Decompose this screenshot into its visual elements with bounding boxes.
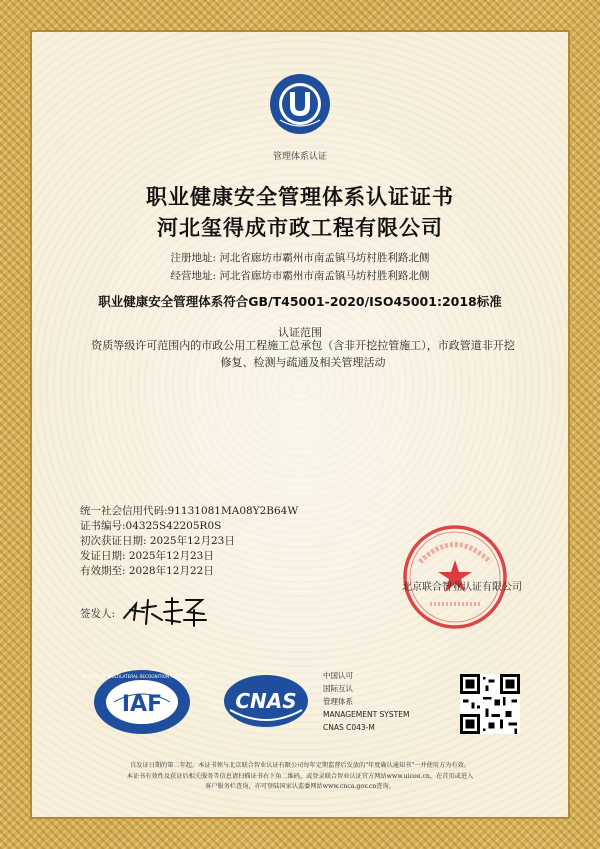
business-address-value: 河北省廊坊市霸州市南孟镇马坊村胜利路北侧 <box>219 270 430 282</box>
cnas-line: 中国认可 <box>323 671 353 680</box>
cnas-line: 管理体系 <box>323 697 353 706</box>
footer-line: 本证书有效性及获证后相关服务等信息请扫描证书右下角二维码，或登录联合智业认证官方网站www.uicee.cn，在首页或进入 <box>126 772 474 780</box>
iaf-label: IAF <box>121 692 163 717</box>
business-address-label: 经营地址: <box>170 270 217 282</box>
footer-line: 自发证日期的第二年起，本证书须与北京联合智业认证有限公司每年定期监督后发放的"年度确认通知书"一并使用方为有效。 <box>130 762 470 769</box>
credit-code: 统一社会信用代码:91131081MA08Y2B64W <box>80 505 299 517</box>
cnas-logo-icon <box>222 672 310 730</box>
certificate-number: 证书编号:04325S42205R0S <box>80 520 222 532</box>
iaf-logo-icon <box>81 668 203 736</box>
footer-line: 客户服务栏查询，亦可登陆国家认监委网站www.cnca.gov.cn查询。 <box>205 783 395 790</box>
standard-statement: 职业健康安全管理体系符合GB/T45001-2020/ISO45001:2018标准 <box>98 294 502 309</box>
certification-logo-icon <box>268 72 332 136</box>
business-address <box>0 268 600 283</box>
signature-icon <box>118 590 208 630</box>
scope-title: 认证范围 <box>278 326 322 339</box>
valid-until: 有效期至: 2028年12月22日 <box>80 565 214 577</box>
signer-label: 签发人: <box>80 608 116 620</box>
issue-date: 发证日期: 2025年12月23日 <box>80 550 214 562</box>
footer-notice <box>62 761 538 793</box>
qr-code-icon[interactable] <box>460 674 520 734</box>
company-name: 河北玺得成市政工程有限公司 <box>157 216 443 240</box>
iaf-ring-text: MEMBER OF MULTILATERAL RECOGNITION ARRANGEMENT <box>81 674 203 679</box>
registered-address-label: 注册地址: <box>170 252 217 264</box>
scope-text: 资质等级许可范围内的市政公用工程施工总承包（含非开挖拉管施工），市政管道非开挖修复、检测与疏通及相关管理活动 <box>91 339 515 369</box>
cnas-line: 国际互认 <box>323 684 353 693</box>
cnas-label: CNAS <box>235 689 297 713</box>
cnas-line: MANAGEMENT SYSTEM <box>323 710 410 719</box>
cnas-line: CNAS C043-M <box>323 723 375 732</box>
company-seal-icon <box>400 522 510 632</box>
certificate-title: 职业健康安全管理体系认证证书 <box>146 185 454 209</box>
issuing-organization: 北京联合智业认证有限公司 <box>402 582 522 593</box>
cnas-accreditation-text <box>323 669 409 734</box>
registered-address <box>0 250 600 265</box>
first-issue-date: 初次获证日期: 2025年12月23日 <box>80 535 235 547</box>
logo-caption: 管理体系认证 <box>272 152 327 162</box>
registered-address-value: 河北省廊坊市霸州市南孟镇马坊村胜利路北侧 <box>219 252 430 264</box>
